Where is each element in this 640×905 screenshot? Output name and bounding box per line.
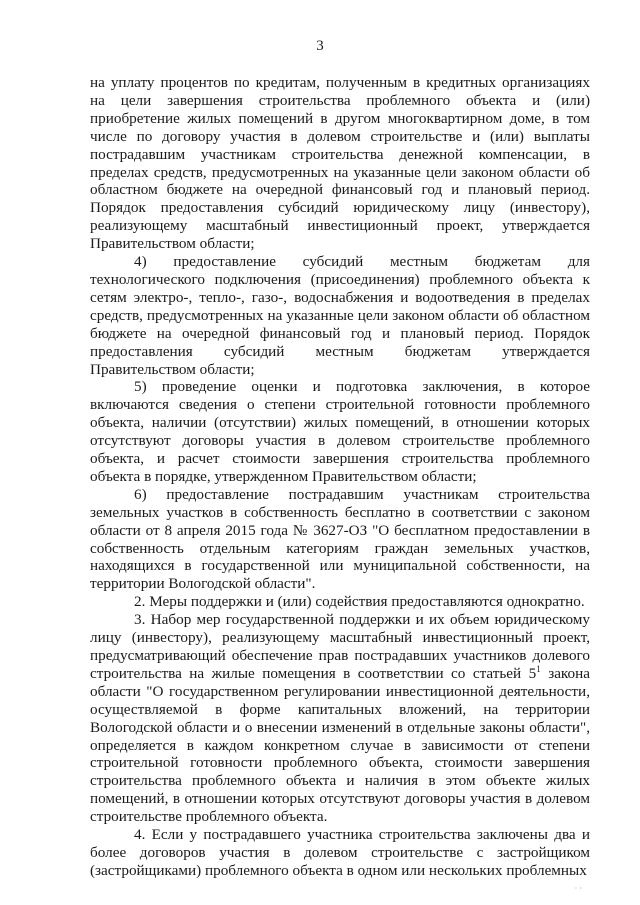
section-3-text-part1: 3. Набор мер государственной поддержки и их объем юридическому лицу (инвестору), реализующему масштабный инвестиционный проект, предусматривающий обеспечение прав пострадавших участников долевого строительства на жилые помещения в соответствии со статьей 5 <box>90 611 590 682</box>
section-4-paragraph: 4. Если у пострадавшего участника строительства заключены два и более договоров участия в долевом строительстве с застройщиком (застройщиками) проблемного объекта в одном или нескольких проблемных <box>90 826 590 879</box>
section-3-paragraph <box>90 611 590 826</box>
page-number: 3 <box>316 38 324 54</box>
section-2-paragraph: 2. Меры поддержки и (или) содействия предоставляются однократно. <box>134 593 585 611</box>
section-3-text-part2: закона области "О государственном регулировании инвестиционной деятельности, осуществляемой в форме капитальных вложений, на территории Вологодской области и о внесении изменений в отдельные законы области", определяется в каждом конкретном случае в зависимости от степени строительной готовности проблемного объекта, стоимости завершения строительства проблемного объекта и наличия в этом объекте жилых помещений, в отношении которых отсутствуют договоры участия в долевом строительстве проблемного объекта. <box>90 664 590 826</box>
list-item-5: 5) проведение оценки и подготовка заключения, в которое включаются сведения о степени строительной готовности проблемного объекта, наличии (отсутствии) жилых помещений, в отношении которых отсутствуют договоры участия в долевом строительстве проблемного объекта, и расчет стоимости завершения строительства проблемного объекта в порядке, утвержденном Правительством области; <box>90 378 590 485</box>
document-body <box>90 74 590 880</box>
list-item-4: 4) предоставление субсидий местным бюджетам для технологического подключения (присоединения) проблемного объекта к сетям электро-, тепло-, газо-, водоснабжения и водоотведения в пределах средств, предусмотренных на указанные цели законом области об областном бюджете на очередной финансовый год и плановый период. Порядок предоставления субсидий местным бюджетам утверждается Правительством области; <box>90 253 590 378</box>
paragraph-continuation: на уплату процентов по кредитам, полученным в кредитных организациях на цели завершения строительства проблемного объекта и (или) приобретение жилых помещений в другом многоквартирном доме, в том числе по договору участия в долевом строительстве и (или) выплаты пострадавшим участникам строительства денежной компенсации, в пределах средств, предусмотренных на указанные цели законом области об областном бюджете на очередной финансовый год и плановый период. Порядок предоставления субсидий юридическому лицу (инвестору), реализующему масштабный инвестиционный проект, утверждается Правительством области; <box>90 74 590 253</box>
list-item-6: 6) предоставление пострадавшим участникам строительства земельных участков в собственность бесплатно в соответствии с законом области от 8 апреля 2015 года № 3627-ОЗ "О бесплатном предоставлении в собственность отдельным категориям граждан земельных участков, находящихся в государственной или муниципальной собственности, на территории Вологодской области". <box>90 485 590 593</box>
article-superscript: 1 <box>536 663 541 674</box>
scan-artifact: · · <box>574 884 582 893</box>
